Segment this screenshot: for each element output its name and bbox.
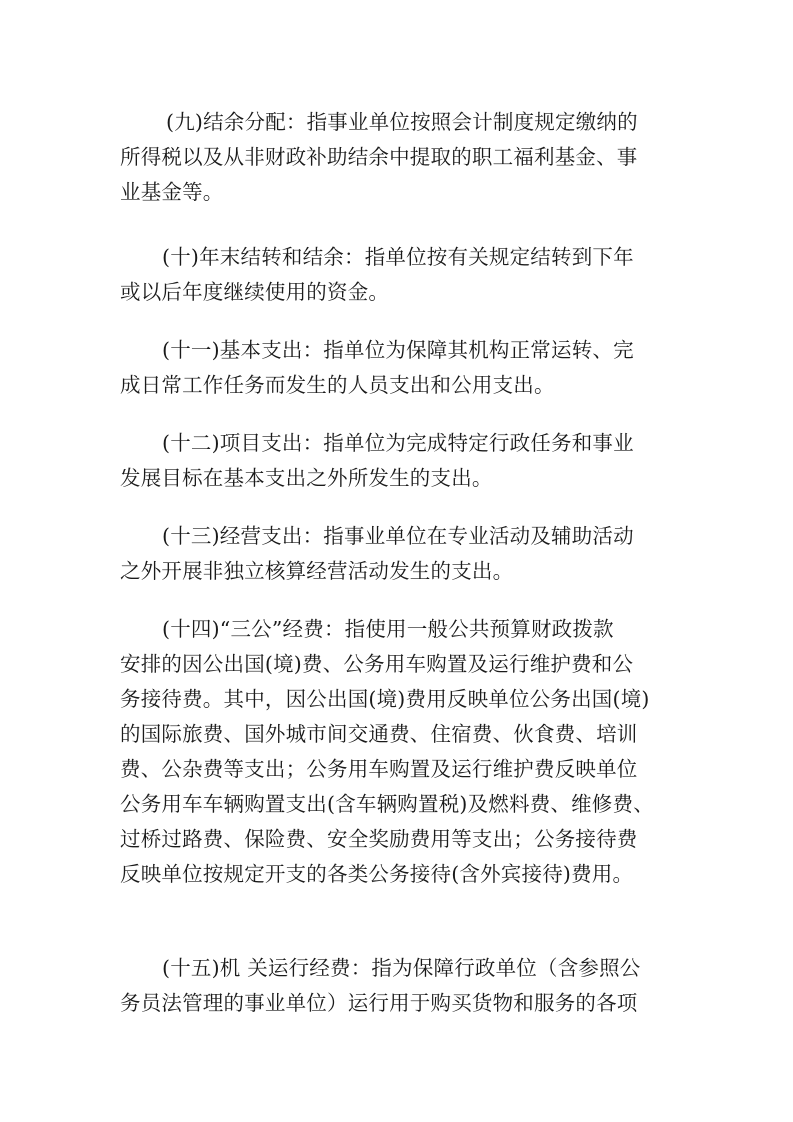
paragraph-14 bbox=[120, 612, 680, 892]
paragraph-line: 安排的因公出国(境)费、公务用车购置及运行维护费和公 bbox=[120, 652, 634, 676]
paragraph-line: 公务用车车辆购置支出(含车辆购置税)及燃料费、维修费、 bbox=[120, 792, 654, 816]
paragraph-line: 务接待费。其中，因公出国(境)费用反映单位公务出国(境) bbox=[120, 687, 650, 711]
paragraph-line: (十四)“三公”经费：指使用一般公共预算财政拨款 bbox=[162, 617, 614, 641]
paragraph-9 bbox=[120, 105, 680, 210]
paragraph-line: 反映单位按规定开支的各类公务接待(含外宾接待)费用。 bbox=[120, 862, 634, 886]
paragraph-12 bbox=[120, 426, 680, 496]
paragraph-line: 过桥过路费、保险费、安全奖励费用等支出；公务接待费 bbox=[120, 827, 638, 851]
paragraph-line: 业基金等。 bbox=[120, 180, 224, 204]
paragraph-line: 的国际旅费、国外城市间交通费、住宿费、伙食费、培训 bbox=[120, 722, 638, 746]
paragraph-line: 成日常工作任务而发生的人员支出和公用支出。 bbox=[120, 373, 555, 397]
paragraph-line: 费、公杂费等支出；公务用车购置及运行维护费反映单位 bbox=[120, 757, 638, 781]
paragraph-line: (九)结余分配：指事业单位按照会计制度规定缴纳的 bbox=[166, 110, 638, 134]
paragraph-15 bbox=[120, 951, 680, 1021]
paragraph-line: 务员法管理的事业单位）运行用于购买货物和服务的各项 bbox=[120, 991, 638, 1015]
paragraph-line: 发展目标在基本支出之外所发生的支出。 bbox=[120, 466, 493, 490]
paragraph-13 bbox=[120, 519, 680, 589]
paragraph-line: (十五)机 关运行经费：指为保障行政单位（含参照公 bbox=[162, 956, 641, 980]
paragraph-10 bbox=[120, 240, 680, 310]
paragraph-line: (十三)经营支出：指事业单位在专业活动及辅助活动 bbox=[162, 524, 634, 548]
paragraph-line: (十二)项目支出：指单位为完成特定行政任务和事业 bbox=[162, 431, 634, 455]
paragraph-line: (十一)基本支出：指单位为保障其机构正常运转、完 bbox=[162, 338, 634, 362]
paragraph-line: 或以后年度继续使用的资金。 bbox=[120, 280, 390, 304]
paragraph-line: 之外开展非独立核算经营活动发生的支出。 bbox=[120, 559, 514, 583]
paragraph-line: (十)年末结转和结余：指单位按有关规定结转到下年 bbox=[162, 245, 634, 269]
paragraph-11 bbox=[120, 333, 680, 403]
paragraph-line: 所得税以及从非财政补助结余中提取的职工福利基金、事 bbox=[120, 145, 638, 169]
